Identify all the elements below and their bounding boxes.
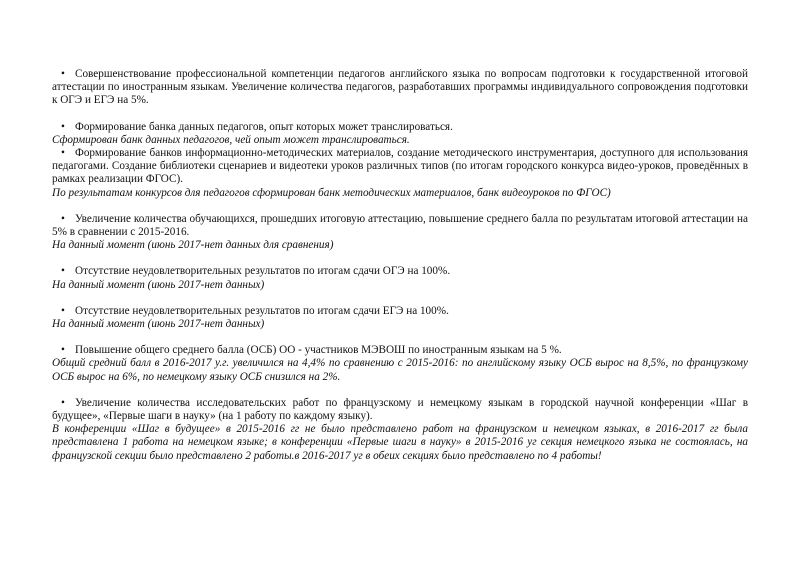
result-note-5: На данный момент (июнь 2017-нет данных) xyxy=(52,278,265,291)
goal-text: Повышение общего среднего балла (ОСБ) ОО - участников МЭВОШ по иностранным языкам на 5 %. xyxy=(75,344,562,357)
goal-text: Формирование банков информационно-методических материалов, создание методического инструментария, доступного для использования педагогами. Создание библиотеки сценариев и видеотеки уроков различных типов (по итогам городского конкурса видео-уроков, проведённых в рамках реализации ФГОС). xyxy=(52,147,748,186)
goal-item-6 xyxy=(52,305,748,318)
spacer xyxy=(52,200,748,213)
spacer xyxy=(52,108,748,121)
bullet-icon: • xyxy=(61,120,65,133)
bullet-icon: • xyxy=(61,396,65,409)
goal-item-1 xyxy=(52,68,748,108)
goal-text: Совершенствование профессиональной компетенции педагогов английского языка по вопросам подготовки к государственной итоговой аттестации по иностранным языкам. Увеличение количества педагогов, разработавших программы индивидуального сопровождения подготовки к ОГЭ и ЕГЭ на 5%. xyxy=(52,68,748,107)
goal-text: Отсутствие неудовлетворительных результатов по итогам сдачи ЕГЭ на 100%. xyxy=(75,304,449,317)
goal-text: Отсутствие неудовлетворительных результатов по итогам сдачи ОГЭ на 100%. xyxy=(75,265,451,278)
result-note-8: В конференции «Шаг в будущее» в 2015-2016 гг не было представлено работ на французском и немецком языках, в 2016-2017 гг была представлена 1 работа на немецком языке; в конференции «Первые шаги в науку» в 2015-2016 уг секция немецкого языка не состоялась, на французской секции было представлено 2 работы.в 2016-2017 уг в обеих секциях было представлено по 4 работы! xyxy=(52,423,748,462)
goal-item-7 xyxy=(52,344,748,357)
spacer xyxy=(52,252,748,265)
bullet-icon: • xyxy=(61,304,65,317)
spacer xyxy=(52,384,748,397)
bullet-icon: • xyxy=(61,147,65,160)
result-note-4: На данный момент (июнь 2017-нет данных для сравнения) xyxy=(52,239,334,252)
bullet-icon: • xyxy=(61,344,65,357)
goal-item-2 xyxy=(52,121,748,134)
spacer xyxy=(52,292,748,305)
result-note-7: Общий средний балл в 2016-2017 у.г. увеличился на 4,4% по сравнению с 2015-2016: по английскому языку ОСБ вырос на 8,5%, по французкому ОСБ вырос на 6%, по немецкому языку ОСБ снизился на 2%. xyxy=(52,357,748,383)
bullet-icon: • xyxy=(61,212,65,225)
goal-item-3 xyxy=(52,147,748,187)
goal-text: Увеличение количества обучающихся, прошедших итоговую аттестацию, повышение среднего балла по результатам итоговой аттестации на 5% в сравнении с 2015-2016. xyxy=(52,212,748,239)
document-page xyxy=(52,68,748,463)
result-note-3: По результатам конкурсов для педагогов сформирован банк методических материалов, банк видеоуроков по ФГОС) xyxy=(52,186,611,199)
goal-text: Формирование банка данных педагогов, опыт которых может транслироваться. xyxy=(75,120,453,133)
goal-item-4 xyxy=(52,213,748,239)
goal-item-5 xyxy=(52,265,748,278)
bullet-icon: • xyxy=(61,265,65,278)
result-note-2: Сформирован банк данных педагогов, чей опыт может транслироваться. xyxy=(52,133,410,146)
result-note-6: На данный момент (июнь 2017-нет данных) xyxy=(52,318,265,331)
bullet-icon: • xyxy=(61,68,65,80)
goal-item-8 xyxy=(52,397,748,423)
spacer xyxy=(52,331,748,344)
goal-text: Увеличение количества исследовательских работ по французскому и немецкому языкам в городской научной конференции «Шаг в будущее», «Первые шаги в науку» (на 1 работу по каждому языку). xyxy=(52,396,748,423)
